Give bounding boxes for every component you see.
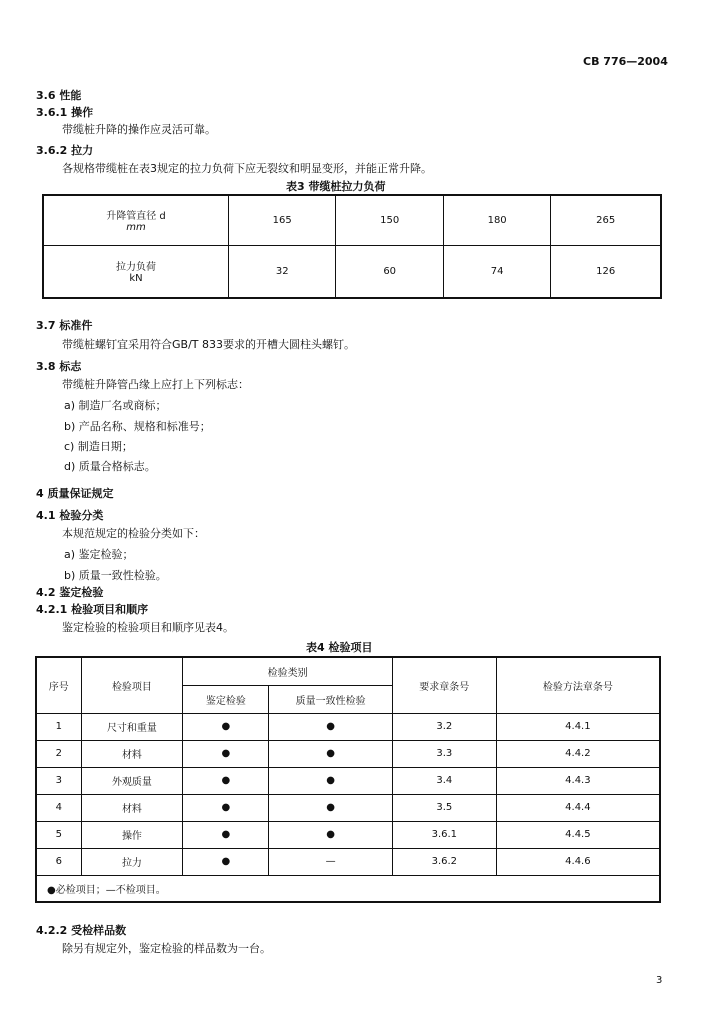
row-conformity: ● bbox=[269, 740, 393, 767]
table3-cell: 180 bbox=[443, 195, 550, 245]
row-qualification: ● bbox=[183, 794, 269, 821]
section-4-2-2-heading: 4.2.2 受检样品数 bbox=[36, 924, 127, 937]
section-4-1-text: 本规范规定的检验分类如下： bbox=[62, 527, 205, 540]
row-conformity: ● bbox=[269, 767, 393, 794]
row-qualification: ● bbox=[183, 821, 269, 848]
table-row bbox=[36, 740, 660, 767]
table4-header-no: 序号 bbox=[36, 657, 81, 713]
table3-load-unit: kN bbox=[129, 273, 143, 285]
section-3-6-2-text: 各规格带缆桩在表3规定的拉力负荷下应无裂纹和明显变形，并能正常升降。 bbox=[62, 162, 432, 175]
row-method: 4.4.2 bbox=[496, 740, 660, 767]
table3-cell: 74 bbox=[443, 245, 550, 298]
row-requirement: 3.6.1 bbox=[392, 821, 496, 848]
row-method: 4.4.5 bbox=[496, 821, 660, 848]
table3-load-label: 拉力负荷 bbox=[116, 262, 156, 274]
table-4 bbox=[35, 656, 661, 903]
row-method: 4.4.6 bbox=[496, 848, 660, 875]
table3-label-cell bbox=[43, 245, 229, 298]
row-method: 4.4.1 bbox=[496, 713, 660, 740]
table3-row-load bbox=[43, 245, 661, 298]
table3-label-cell bbox=[43, 195, 229, 245]
section-4-2-1-heading: 4.2.1 检验项目和顺序 bbox=[36, 603, 149, 616]
table-row bbox=[36, 821, 660, 848]
doc-number: CB 776—2004 bbox=[583, 55, 668, 68]
row-method: 4.4.4 bbox=[496, 794, 660, 821]
row-qualification: ● bbox=[183, 713, 269, 740]
list-item: a) 鉴定检验； bbox=[64, 548, 134, 561]
table3-diameter-unit: mm bbox=[126, 222, 146, 234]
table4-header-conformity: 质量一致性检验 bbox=[269, 685, 393, 713]
row-method: 4.4.3 bbox=[496, 767, 660, 794]
section-3-7-text: 带缆桩螺钉宜采用符合GB/T 833要求的开槽大圆柱头螺钉。 bbox=[62, 338, 355, 351]
row-qualification: ● bbox=[183, 740, 269, 767]
table3-cell: 126 bbox=[551, 245, 661, 298]
row-item: 材料 bbox=[81, 794, 183, 821]
row-requirement: 3.4 bbox=[392, 767, 496, 794]
list-item: c) 制造日期； bbox=[64, 440, 133, 453]
row-item: 外观质量 bbox=[81, 767, 183, 794]
table3-cell: 60 bbox=[336, 245, 443, 298]
table3-cell: 32 bbox=[229, 245, 336, 298]
row-item: 尺寸和重量 bbox=[81, 713, 183, 740]
section-3-6-2-heading: 3.6.2 拉力 bbox=[36, 144, 94, 157]
section-3-7-heading: 3.7 标准件 bbox=[36, 319, 93, 332]
table-row bbox=[36, 767, 660, 794]
table4-note: ●必检项目；—不检项目。 bbox=[36, 875, 660, 902]
table-row bbox=[36, 848, 660, 875]
section-3-6-heading: 3.6 性能 bbox=[36, 89, 82, 102]
list-item: b) 产品名称、规格和标准号； bbox=[64, 420, 211, 433]
page-number: 3 bbox=[656, 975, 663, 986]
table3-cell: 165 bbox=[229, 195, 336, 245]
table-row bbox=[36, 794, 660, 821]
section-4-2-1-text: 鉴定检验的检验项目和顺序见表4。 bbox=[62, 621, 234, 634]
table3-row-diameter bbox=[43, 195, 661, 245]
row-conformity: ● bbox=[269, 713, 393, 740]
list-item: b) 质量一致性检验。 bbox=[64, 569, 167, 582]
row-conformity: ● bbox=[269, 821, 393, 848]
section-4-2-2-text: 除另有规定外，鉴定检验的样品数为一台。 bbox=[62, 942, 271, 955]
row-no: 1 bbox=[36, 713, 81, 740]
list-item: a) 制造厂名或商标； bbox=[64, 399, 167, 412]
section-4-2-heading: 4.2 鉴定检验 bbox=[36, 586, 104, 599]
row-no: 6 bbox=[36, 848, 81, 875]
row-requirement: 3.5 bbox=[392, 794, 496, 821]
table4-header-requirement: 要求章条号 bbox=[392, 657, 496, 713]
row-qualification: ● bbox=[183, 767, 269, 794]
table4-caption: 表4 检验项目 bbox=[306, 641, 373, 654]
table4-note-row bbox=[36, 875, 660, 902]
table-3 bbox=[42, 194, 662, 299]
table3-cell: 265 bbox=[551, 195, 661, 245]
table4-header-category: 检验类别 bbox=[183, 657, 393, 685]
row-no: 5 bbox=[36, 821, 81, 848]
table4-header-row bbox=[36, 657, 660, 685]
row-item: 拉力 bbox=[81, 848, 183, 875]
section-4-heading: 4 质量保证规定 bbox=[36, 487, 114, 500]
row-qualification: ● bbox=[183, 848, 269, 875]
row-requirement: 3.3 bbox=[392, 740, 496, 767]
row-requirement: 3.6.2 bbox=[392, 848, 496, 875]
section-3-6-1-heading: 3.6.1 操作 bbox=[36, 106, 94, 119]
section-3-8-heading: 3.8 标志 bbox=[36, 360, 82, 373]
row-item: 材料 bbox=[81, 740, 183, 767]
row-no: 3 bbox=[36, 767, 81, 794]
row-item: 操作 bbox=[81, 821, 183, 848]
row-requirement: 3.2 bbox=[392, 713, 496, 740]
row-no: 2 bbox=[36, 740, 81, 767]
table3-caption: 表3 带缆桩拉力负荷 bbox=[286, 180, 386, 193]
row-conformity: ● bbox=[269, 794, 393, 821]
table3-cell: 150 bbox=[336, 195, 443, 245]
list-item: d) 质量合格标志。 bbox=[64, 460, 156, 473]
table4-header-item: 检验项目 bbox=[81, 657, 183, 713]
section-4-1-heading: 4.1 检验分类 bbox=[36, 509, 104, 522]
row-conformity: — bbox=[269, 848, 393, 875]
row-no: 4 bbox=[36, 794, 81, 821]
table3-diameter-label: 升降管直径 d bbox=[106, 211, 166, 223]
table-row bbox=[36, 713, 660, 740]
section-3-6-1-text: 带缆桩升降的操作应灵活可靠。 bbox=[62, 123, 216, 136]
section-3-8-text: 带缆桩升降管凸缘上应打上下列标志： bbox=[62, 378, 249, 391]
table4-header-qualification: 鉴定检验 bbox=[183, 685, 269, 713]
table4-header-method: 检验方法章条号 bbox=[496, 657, 660, 713]
